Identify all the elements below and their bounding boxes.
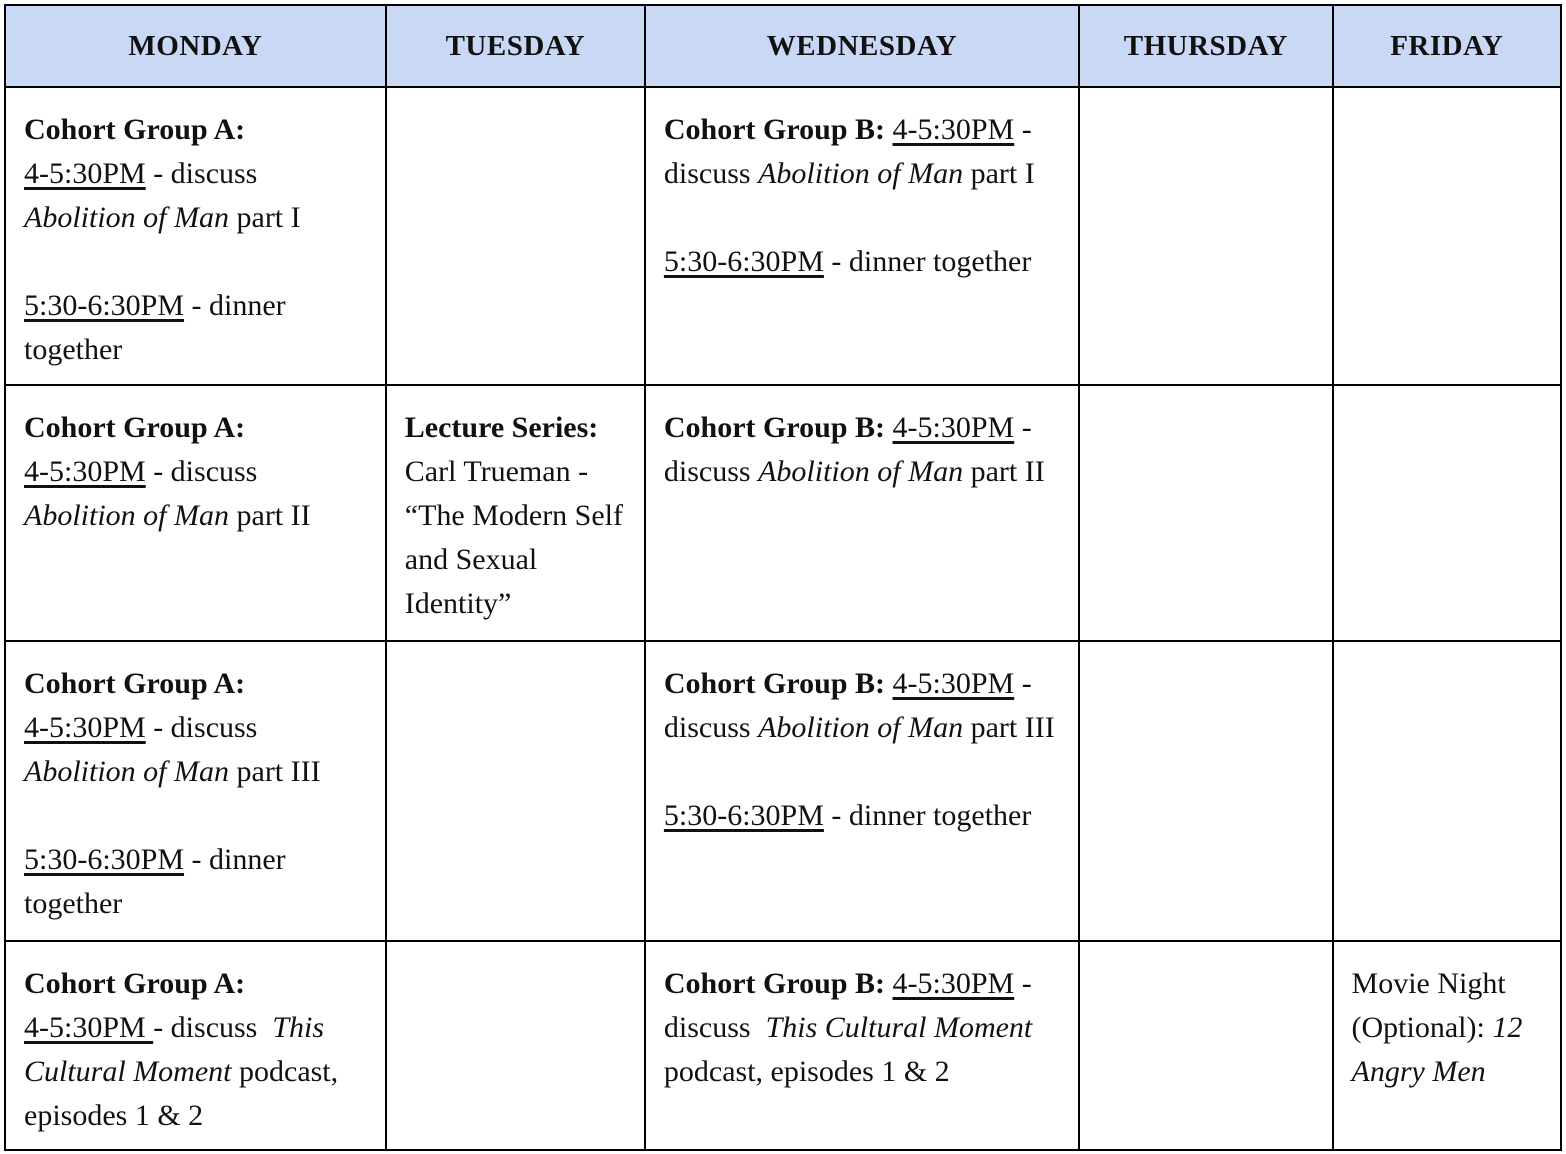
- session-time: 4-5:30PM: [24, 455, 146, 488]
- header-row: [5, 5, 1561, 87]
- group-label: Cohort Group B:: [663, 667, 886, 700]
- group-label: Cohort Group B:: [663, 967, 886, 1000]
- book-part: podcast, episodes 1 & 2: [663, 1055, 950, 1088]
- cell-thursday: [1079, 87, 1332, 385]
- session-text: - discuss: [145, 711, 258, 744]
- cell-friday: [1333, 385, 1561, 641]
- book-part: part I: [963, 157, 1035, 190]
- session-text: - discuss: [663, 667, 1032, 744]
- cell-tuesday: [386, 87, 645, 385]
- session-time: 4-5:30PM: [892, 113, 1015, 146]
- book-title: Abolition of Man: [758, 455, 964, 488]
- session-time: 4-5:30PM: [24, 1011, 154, 1044]
- session-text: - discuss: [663, 967, 1040, 1044]
- book-part: part III: [963, 711, 1055, 744]
- book-part: part II: [229, 499, 311, 532]
- cell-friday: [1333, 87, 1561, 385]
- book-title: This Cultural Moment: [24, 1011, 325, 1088]
- cell-wednesday: [645, 941, 1079, 1150]
- table-row: [5, 941, 1561, 1150]
- book-title: This Cultural Moment: [765, 1011, 1033, 1044]
- session-time: 4-5:30PM: [892, 967, 1015, 1000]
- book-part: part III: [229, 755, 321, 788]
- cell-monday: [5, 385, 386, 641]
- cell-monday: [5, 941, 386, 1150]
- group-label: Cohort Group B:: [663, 113, 886, 146]
- session-time: 4-5:30PM: [24, 711, 146, 744]
- dinner-text: - dinner together: [24, 843, 286, 920]
- header-thursday: THURSDAY: [1079, 5, 1332, 87]
- book-part: part II: [963, 455, 1045, 488]
- table-row: [5, 641, 1561, 941]
- dinner-text: - dinner together: [823, 245, 1032, 278]
- cell-monday: [5, 641, 386, 941]
- lecture-text: Carl Trueman - “The Modern Self and Sexual Identity”: [404, 455, 624, 620]
- header-wednesday: WEDNESDAY: [645, 5, 1079, 87]
- header-monday: MONDAY: [5, 5, 386, 87]
- dinner-time: 5:30-6:30PM: [663, 799, 824, 832]
- cell-wednesday: [645, 87, 1079, 385]
- session-text: - discuss: [153, 1011, 273, 1044]
- movie-title: 12 Angry Men: [1351, 1011, 1523, 1088]
- group-label: Cohort Group A:: [24, 667, 246, 700]
- dinner-text: - dinner together: [24, 289, 286, 366]
- lecture-label: Lecture Series:: [404, 411, 599, 444]
- cell-tuesday: [386, 385, 645, 641]
- table-row: [5, 385, 1561, 641]
- weekly-schedule-table: [4, 4, 1562, 1151]
- dinner-time: 5:30-6:30PM: [24, 843, 185, 876]
- book-title: Abolition of Man: [758, 157, 964, 190]
- group-label: Cohort Group A:: [24, 967, 246, 1000]
- dinner-text: - dinner together: [823, 799, 1032, 832]
- cell-wednesday: [645, 385, 1079, 641]
- cell-tuesday: [386, 941, 645, 1150]
- group-label: Cohort Group A:: [24, 113, 246, 146]
- session-time: 4-5:30PM: [892, 411, 1015, 444]
- cell-tuesday: [386, 641, 645, 941]
- group-label: Cohort Group A:: [24, 411, 246, 444]
- movie-night-text: Movie Night (Optional):: [1351, 967, 1506, 1044]
- cell-friday: [1333, 941, 1561, 1150]
- cell-wednesday: [645, 641, 1079, 941]
- session-text: - discuss: [145, 455, 258, 488]
- dinner-time: 5:30-6:30PM: [663, 245, 824, 278]
- cell-thursday: [1079, 641, 1332, 941]
- book-title: Abolition of Man: [24, 755, 229, 788]
- session-text: - discuss: [663, 113, 1032, 190]
- table-row: [5, 87, 1561, 385]
- book-part: podcast, episodes 1 & 2: [24, 1055, 339, 1132]
- session-time: 4-5:30PM: [24, 157, 146, 190]
- book-title: Abolition of Man: [24, 201, 229, 234]
- header-tuesday: TUESDAY: [386, 5, 645, 87]
- session-time: 4-5:30PM: [892, 667, 1015, 700]
- cell-monday: [5, 87, 386, 385]
- header-friday: FRIDAY: [1333, 5, 1561, 87]
- session-text: - discuss: [663, 411, 1032, 488]
- cell-thursday: [1079, 941, 1332, 1150]
- group-label: Cohort Group B:: [663, 411, 886, 444]
- cell-friday: [1333, 641, 1561, 941]
- book-title: Abolition of Man: [758, 711, 964, 744]
- session-text: - discuss: [145, 157, 258, 190]
- cell-thursday: [1079, 385, 1332, 641]
- book-title: Abolition of Man: [24, 499, 229, 532]
- book-part: part I: [229, 201, 301, 234]
- dinner-time: 5:30-6:30PM: [24, 289, 185, 322]
